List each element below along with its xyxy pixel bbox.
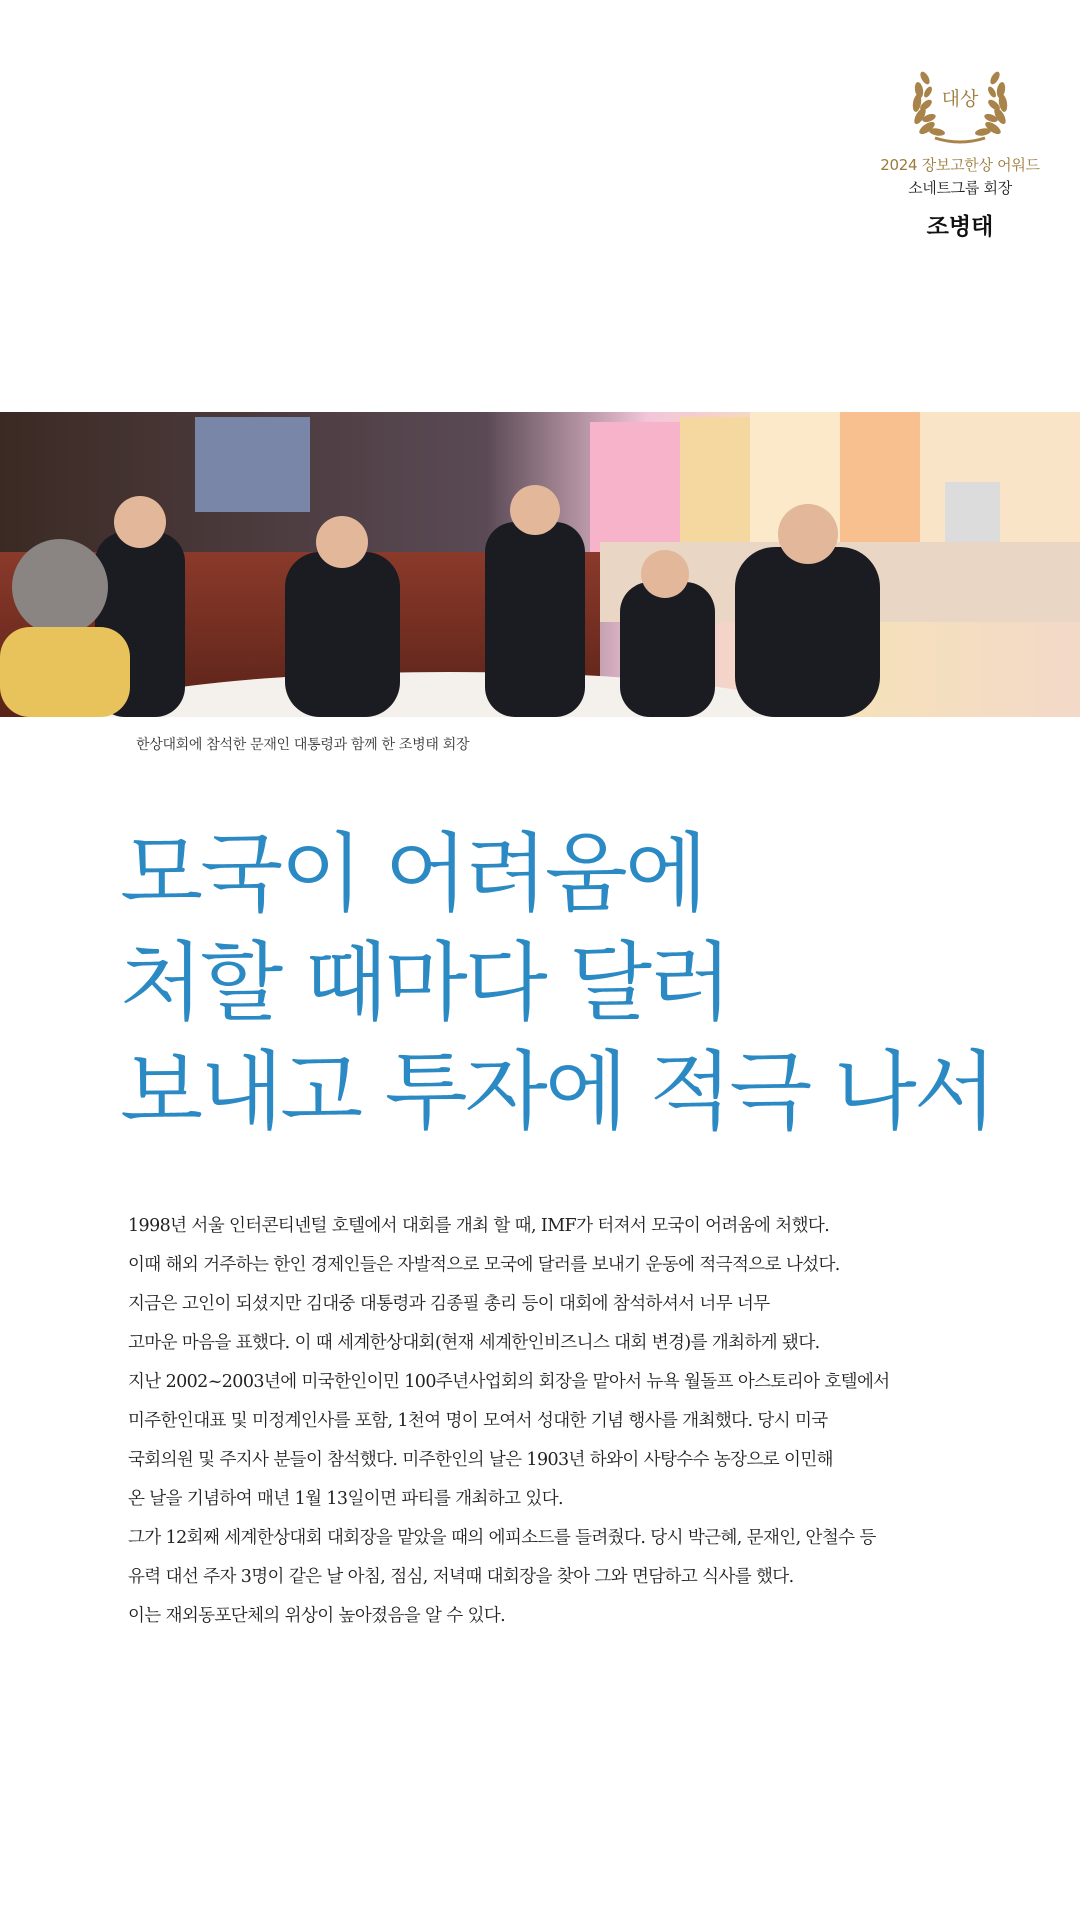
body-line: 미주한인대표 및 미정계인사를 포함, 1천여 명이 모여서 성대한 기념 행사를 개최했다. 당시 미국 — [128, 1411, 828, 1431]
award-organization: 소네트그룹 회장 — [908, 179, 1012, 197]
headline-line: 모국이 어려움에 — [120, 824, 705, 924]
body-line: 온 날을 기념하여 매년 1월 13일이면 파티를 개최하고 있다. — [128, 1489, 563, 1509]
award-title: 2024 장보고한상 어워드 — [880, 156, 1040, 174]
body-line: 그가 12회째 세계한상대회 대회장을 맡았을 때의 에피소드를 들려줬다. 당시 박근혜, 문재인, 안철수 등 — [128, 1528, 876, 1548]
body-line: 국회의원 및 주지사 분들이 참석했다. 미주한인의 날은 1903년 하와이 사탕수수 농장으로 이민해 — [128, 1450, 833, 1470]
headline-line: 보내고 투자에 적극 나서 — [120, 1042, 994, 1142]
body-line: 이는 재외동포단체의 위상이 높아졌음을 알 수 있다. — [128, 1606, 506, 1626]
body-line: 고마운 마음을 표했다. 이 때 세계한상대회(현재 세계한인비즈니스 대회 변경)를 개최하게 됐다. — [128, 1333, 820, 1353]
body-line: 지난 2002~2003년에 미국한인이민 100주년사업회의 회장을 맡아서 뉴욕 월돌프 아스토리아 호텔에서 — [128, 1372, 890, 1392]
photo-caption: 한상대회에 참석한 문재인 대통령과 함께 한 조병태 회장 — [136, 737, 470, 753]
body-line: 이때 해외 거주하는 한인 경제인들은 자발적으로 모국에 달러를 보내기 운동에 적극적으로 나섰다. — [128, 1255, 840, 1275]
event-photo — [0, 412, 1080, 717]
awardee-name: 조병태 — [926, 214, 994, 240]
body-line: 유력 대선 주자 3명이 같은 날 아침, 점심, 저녁때 대회장을 찾아 그와 면담하고 식사를 했다. — [128, 1567, 794, 1587]
award-badge-label: 대상 — [941, 88, 979, 110]
award-badge — [840, 66, 1080, 241]
event-photo-illustration — [0, 412, 1080, 717]
body-line: 1998년 서울 인터콘티넨털 호텔에서 대회를 개최 할 때, IMF가 터져서 모국이 어려움에 처했다. — [128, 1216, 830, 1236]
headline-line: 처할 때마다 달러 — [120, 933, 730, 1033]
article-body — [128, 1207, 958, 1636]
article-headline — [120, 820, 1020, 1147]
body-line: 지금은 고인이 되셨지만 김대중 대통령과 김종필 총리 등이 대회에 참석하셔서 너무 너무 — [128, 1294, 770, 1314]
